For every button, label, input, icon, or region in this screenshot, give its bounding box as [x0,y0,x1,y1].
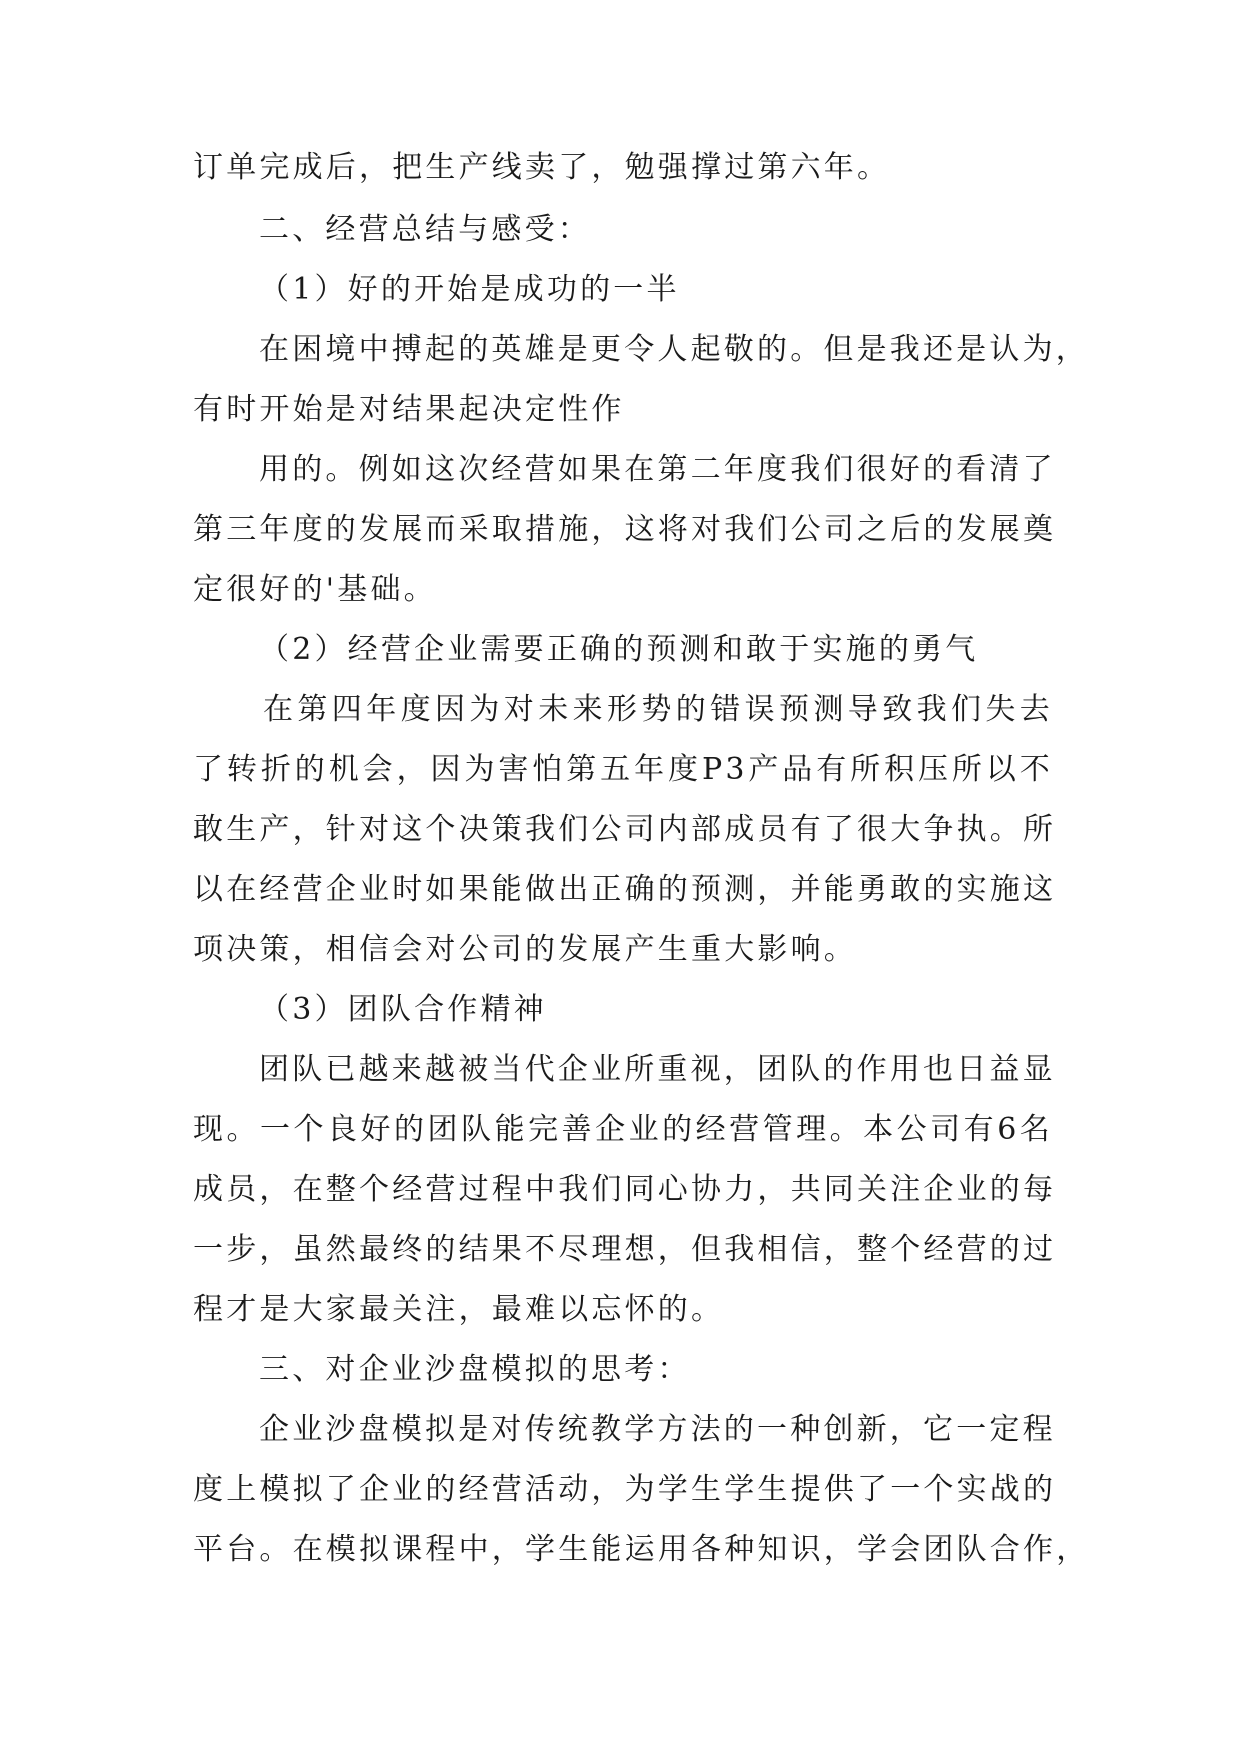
text-line: 第三年度的发展而采取措施，这将对我们公司之后的发展奠 [193,512,1057,547]
subsection-heading: （3）团队合作精神 [259,992,547,1027]
text-line: 敢生产，针对这个决策我们公司内部成员有了很大争执。所 [193,812,1057,847]
text-line: 有时开始是对结果起决定性作 [193,392,625,427]
text-line: 一步，虽然最终的结果不尽理想，但我相信，整个经营的过 [193,1232,1057,1267]
text-line: 企业沙盘模拟是对传统教学方法的一种创新，它一定程 [259,1412,1056,1447]
text-line: 团队已越来越被当代企业所重视，团队的作用也日益显 [259,1052,1056,1087]
text-line: 度上模拟了企业的经营活动，为学生学生提供了一个实战的 [193,1472,1057,1507]
text-line: 在第四年度因为对未来形势的错误预测导致我们失去 [263,692,1053,727]
text-line: 用的。例如这次经营如果在第二年度我们很好的看清了 [259,452,1056,487]
text-line: 以在经营企业时如果能做出正确的预测，并能勇敢的实施这 [193,872,1057,907]
subsection-heading: （2）经营企业需要正确的预测和敢于实施的勇气 [259,632,979,667]
text-line: 程才是大家最关注，最难以忘怀的。 [193,1292,725,1327]
subsection-heading: （1）好的开始是成功的一半 [259,272,680,307]
text-line: 项决策，相信会对公司的发展产生重大影响。 [193,932,857,967]
text-line: 平台。在模拟课程中，学生能运用各种知识，学会团队合作， [193,1532,1090,1567]
section-heading: 三、对企业沙盘模拟的思考： [259,1352,691,1387]
section-heading: 二、经营总结与感受： [259,212,591,247]
text-line: 成员，在整个经营过程中我们同心协力，共同关注企业的每 [193,1172,1057,1207]
text-line: 在困境中搏起的英雄是更令人起敬的。但是我还是认为， [259,332,1089,367]
text-line: 了转折的机会，因为害怕第五年度P3产品有所积压所以不 [193,752,1053,787]
text-line: 定很好的'基础。 [193,572,437,607]
text-line: 订单完成后，把生产线卖了，勉强撑过第六年。 [193,150,891,185]
text-line: 现。一个良好的团队能完善企业的经营管理。本公司有6名 [193,1112,1053,1147]
